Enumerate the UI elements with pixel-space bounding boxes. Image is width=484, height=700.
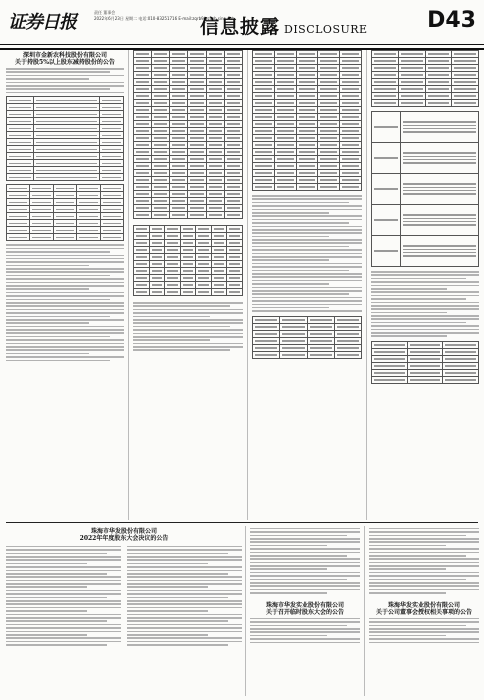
article-4-body [369,618,479,643]
article-1-table-2 [6,184,124,241]
column-divider-2 [247,50,248,520]
column-divider-4 [245,526,246,696]
column-4-table-3 [371,341,479,384]
article-2-title-line2: 2022年年度股东大会决议的公告 [79,535,169,542]
section-title [200,12,368,39]
article-2-body [6,544,242,648]
section-title-en: DISCLOSURE [284,23,368,36]
article-1-continued [133,50,243,520]
article-1-title-line1: 深圳市金新农科技股份有限公司 [22,52,107,59]
article-1-title [6,52,124,66]
article-2 [6,526,242,696]
column-divider-1 [128,50,129,520]
article-1-footer-text [133,302,243,351]
financial-table [252,50,362,191]
article-3-body-top [250,528,360,594]
article-4-title-line2: 关于公司董事会授权相关事项的公告 [375,608,472,616]
article-1 [6,50,124,520]
article-1-title-line2: 关于持股5%以上股东减持股份的公告 [15,59,115,66]
article-3-title-line1: 珠海市华发实业股份有限公司 [265,601,344,609]
article-2-title [6,528,242,542]
header-rule [0,44,484,45]
transactions-table [133,225,243,296]
disclosure-column-4 [371,50,479,520]
article-3-title-line2: 关于召开临时股东大会的公告 [265,608,344,616]
article-1-body-2 [6,244,124,361]
column-divider-5 [364,526,365,696]
article-1-table-1 [6,96,124,181]
column-divider-3 [366,50,367,520]
article-4-title [369,602,479,616]
article-3-body [250,618,360,643]
article-1-body [6,68,124,93]
article-2-title-line1: 珠海市华发股份有限公司 [90,528,157,535]
holdings-table [133,50,243,219]
header-meta-line1: 责任 董事会 [94,10,116,15]
header-meta-line2: 2022年6月23日 星期二 电话:010-83251716 E-mail:zqrb9@zqrb.sina.net [94,16,234,21]
article-4-body-top [369,528,479,594]
column-4-table-2 [371,111,479,267]
article-3 [250,526,360,696]
column-4-table-1 [371,50,479,107]
page-number: D43 [427,8,476,33]
column-4-body [371,271,479,337]
newspaper-logo: 证券日报 [8,12,76,33]
section-divider [6,522,478,523]
article-4 [369,526,479,696]
page-header [0,0,484,50]
column-3-body [252,195,362,312]
article-3-title [250,602,360,616]
disclosure-column-3 [252,50,362,520]
column-3-table-2 [252,316,362,359]
article-4-title-line1: 珠海华发实业股份有限公司 [387,601,460,609]
section-title-cn: 信息披露 [200,16,281,38]
